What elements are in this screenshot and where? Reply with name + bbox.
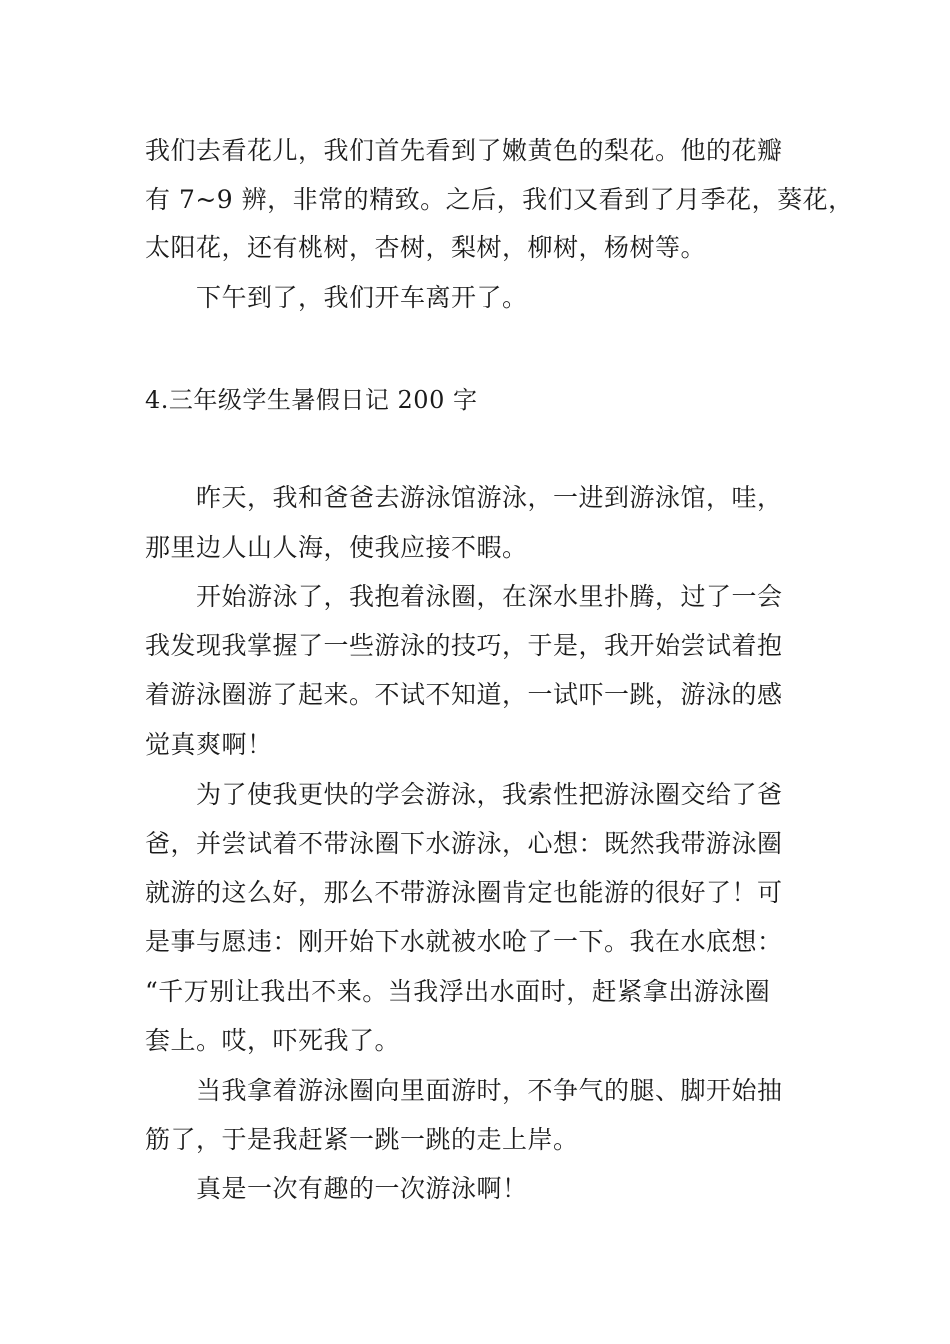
diary-p3-line-4: 是事与愿违：刚开始下水就被水呛了一下。我在水底想：: [145, 927, 783, 956]
intro-line-3: 太阳花，还有桃树，杏树，梨树，柳树，杨树等。: [145, 233, 707, 262]
diary-p3-line-6: 套上。哎，吓死我了。: [145, 1026, 401, 1055]
intro-line-2: 有 7~9 辨，非常的精致。之后，我们又看到了月季花，葵花，: [145, 185, 854, 214]
diary-p1-line-1: 昨天，我和爸爸去游泳馆游泳，一进到游泳馆，哇，: [196, 483, 783, 512]
section-heading: 4.三年级学生暑假日记 200 字: [145, 386, 478, 414]
diary-p5-line-1: 真是一次有趣的一次游泳啊！: [196, 1174, 528, 1203]
diary-p3-line-5: “千万别让我出不来。当我浮出水面时，赶紧拿出游泳圈: [145, 977, 771, 1006]
diary-p3-line-2: 爸，并尝试着不带泳圈下水游泳，心想：既然我带游泳圈: [145, 829, 783, 858]
intro-closing: 下午到了，我们开车离开了。: [196, 283, 528, 312]
diary-p3-line-1: 为了使我更快的学会游泳，我索性把游泳圈交给了爸: [196, 780, 783, 809]
diary-p4-line-1: 当我拿着游泳圈向里面游时，不争气的腿、脚开始抽: [196, 1076, 783, 1105]
diary-p1-line-2: 那里边人山人海，使我应接不暇。: [145, 533, 528, 562]
diary-p4-line-2: 筋了，于是我赶紧一跳一跳的走上岸。: [145, 1125, 579, 1154]
diary-p2-line-4: 觉真爽啊！: [145, 730, 273, 759]
diary-p3-line-3: 就游的这么好，那么不带游泳圈肯定也能游的很好了！可: [145, 878, 783, 907]
intro-line-1: 我们去看花儿，我们首先看到了嫩黄色的梨花。他的花瓣: [145, 136, 783, 165]
diary-p2-line-1: 开始游泳了，我抱着泳圈，在深水里扑腾，过了一会: [196, 582, 783, 611]
diary-p2-line-3: 着游泳圈游了起来。不试不知道，一试吓一跳，游泳的感: [145, 680, 783, 709]
diary-p2-line-2: 我发现我掌握了一些游泳的技巧，于是，我开始尝试着抱: [145, 631, 783, 660]
